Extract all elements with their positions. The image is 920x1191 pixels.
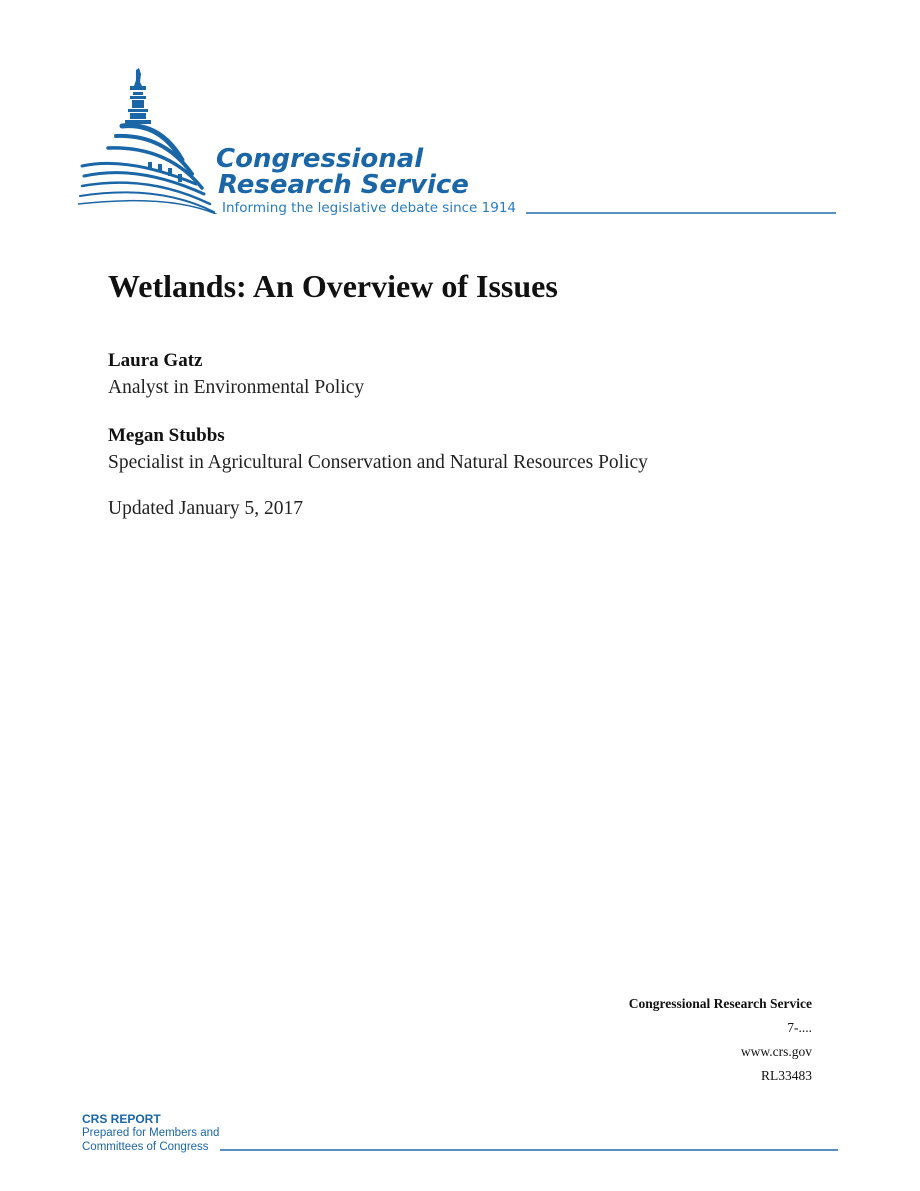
meta-report-number: RL33483 bbox=[760, 1068, 812, 1083]
footer bbox=[82, 1112, 838, 1162]
footer-rule bbox=[220, 1149, 838, 1151]
crs-logo bbox=[78, 64, 838, 224]
footer-line3: Committees of Congress bbox=[82, 1141, 209, 1153]
capitol-dome-icon bbox=[78, 64, 218, 214]
author-role: Specialist in Agricultural Conservation and Natural Resources Policy bbox=[108, 452, 648, 473]
updated-date: Updated January 5, 2017 bbox=[108, 498, 303, 519]
report-meta bbox=[629, 992, 812, 1088]
author-name: Megan Stubbs bbox=[108, 425, 225, 446]
logo-tagline: Informing the legislative debate since 1914 bbox=[222, 200, 517, 216]
logo-rule bbox=[526, 212, 836, 214]
meta-code: 7-.... bbox=[787, 1020, 812, 1035]
footer-line2: Prepared for Members and bbox=[82, 1127, 220, 1139]
meta-org: Congressional Research Service bbox=[628, 996, 812, 1011]
meta-url[interactable]: www.crs.gov bbox=[740, 1044, 812, 1059]
report-title: Wetlands: An Overview of Issues bbox=[108, 268, 558, 304]
author-role: Analyst in Environmental Policy bbox=[108, 377, 365, 398]
author-name: Laura Gatz bbox=[108, 350, 203, 371]
logo-name-line1: Congressional bbox=[216, 144, 424, 174]
logo-name-line2: Research Service bbox=[218, 170, 469, 200]
footer-line1: CRS REPORT bbox=[82, 1112, 161, 1126]
